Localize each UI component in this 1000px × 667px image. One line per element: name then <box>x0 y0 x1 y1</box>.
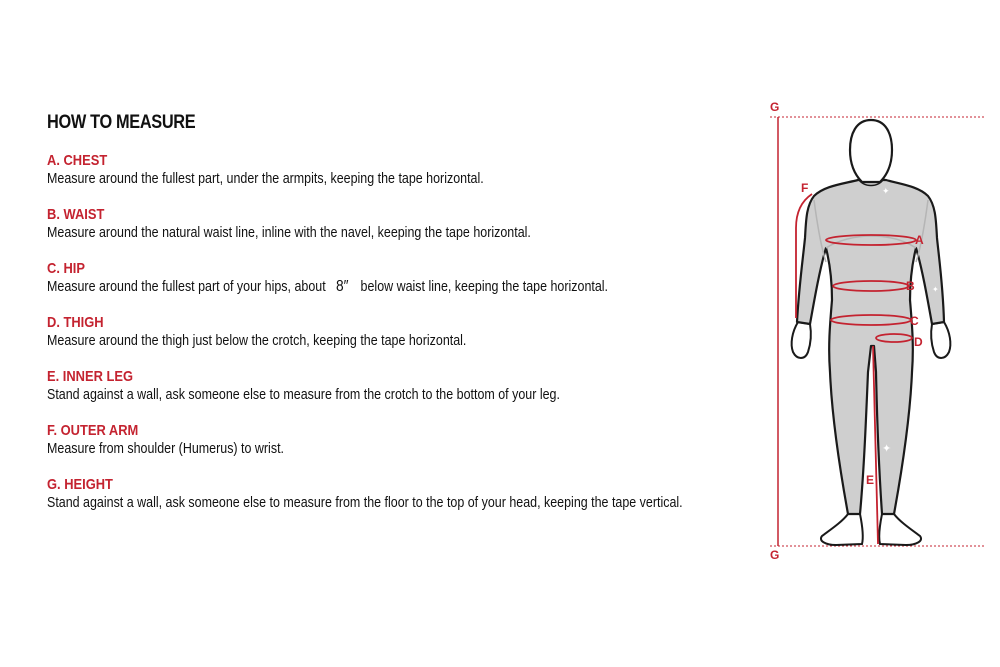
item-description: Measure around the fullest part, under the armpits, keeping the tape horizontal. <box>47 171 484 187</box>
sleeve-logo-icon: ✦ <box>932 285 939 294</box>
measure-item-outer-arm <box>47 422 323 458</box>
hip-desc-end: below waist line, keeping the tape horizontal. <box>360 279 609 295</box>
item-description: Measure from shoulder (Humerus) to wrist. <box>47 441 284 457</box>
item-description: Stand against a wall, ask someone else to measure from the crotch to the bottom of your leg. <box>47 387 560 403</box>
left-foot <box>821 514 863 545</box>
body-measurement-figure <box>760 95 992 560</box>
measure-item-inner-leg <box>47 368 643 404</box>
item-description <box>47 278 608 296</box>
left-hand <box>792 322 811 358</box>
item-title: G. HEIGHT <box>47 476 113 493</box>
item-title: F. OUTER ARM <box>47 422 139 439</box>
item-title: E. INNER LEG <box>47 368 134 385</box>
hip-desc-start: Measure around the fullest part of your hips, about <box>47 279 326 295</box>
label-a: A <box>915 233 924 247</box>
label-e: E <box>866 473 875 487</box>
measure-item-waist <box>47 206 610 242</box>
measure-item-chest <box>47 152 555 188</box>
label-b: B <box>906 279 915 293</box>
item-title: C. HIP <box>47 260 86 277</box>
item-title: B. WAIST <box>47 206 105 223</box>
shoulder-logo-icon: ✦ <box>882 186 890 196</box>
label-g-bottom: G <box>770 548 780 560</box>
right-hand <box>931 322 950 358</box>
hip-offset-value: 8″ <box>335 278 349 295</box>
label-f: F <box>801 181 809 195</box>
label-g-top: G <box>770 100 780 114</box>
item-title: A. CHEST <box>47 152 108 169</box>
right-foot <box>879 514 921 545</box>
measure-item-thigh <box>47 314 535 350</box>
item-description: Measure around the natural waist line, inline with the navel, keeping the tape horizontal. <box>47 225 531 241</box>
label-c: C <box>910 314 919 328</box>
page-title: HOW TO MEASURE <box>47 112 196 133</box>
head <box>850 120 892 182</box>
measure-item-height <box>47 476 786 512</box>
item-description: Stand against a wall, ask someone else to measure from the floor to the top of your head, keeping the tape vertical. <box>47 495 683 511</box>
leg-logo-icon: ✦ <box>882 443 892 455</box>
label-d: D <box>914 335 923 349</box>
item-title: D. THIGH <box>47 314 104 331</box>
measure-item-hip <box>47 260 699 296</box>
item-description: Measure around the thigh just below the crotch, keeping the tape horizontal. <box>47 333 467 349</box>
